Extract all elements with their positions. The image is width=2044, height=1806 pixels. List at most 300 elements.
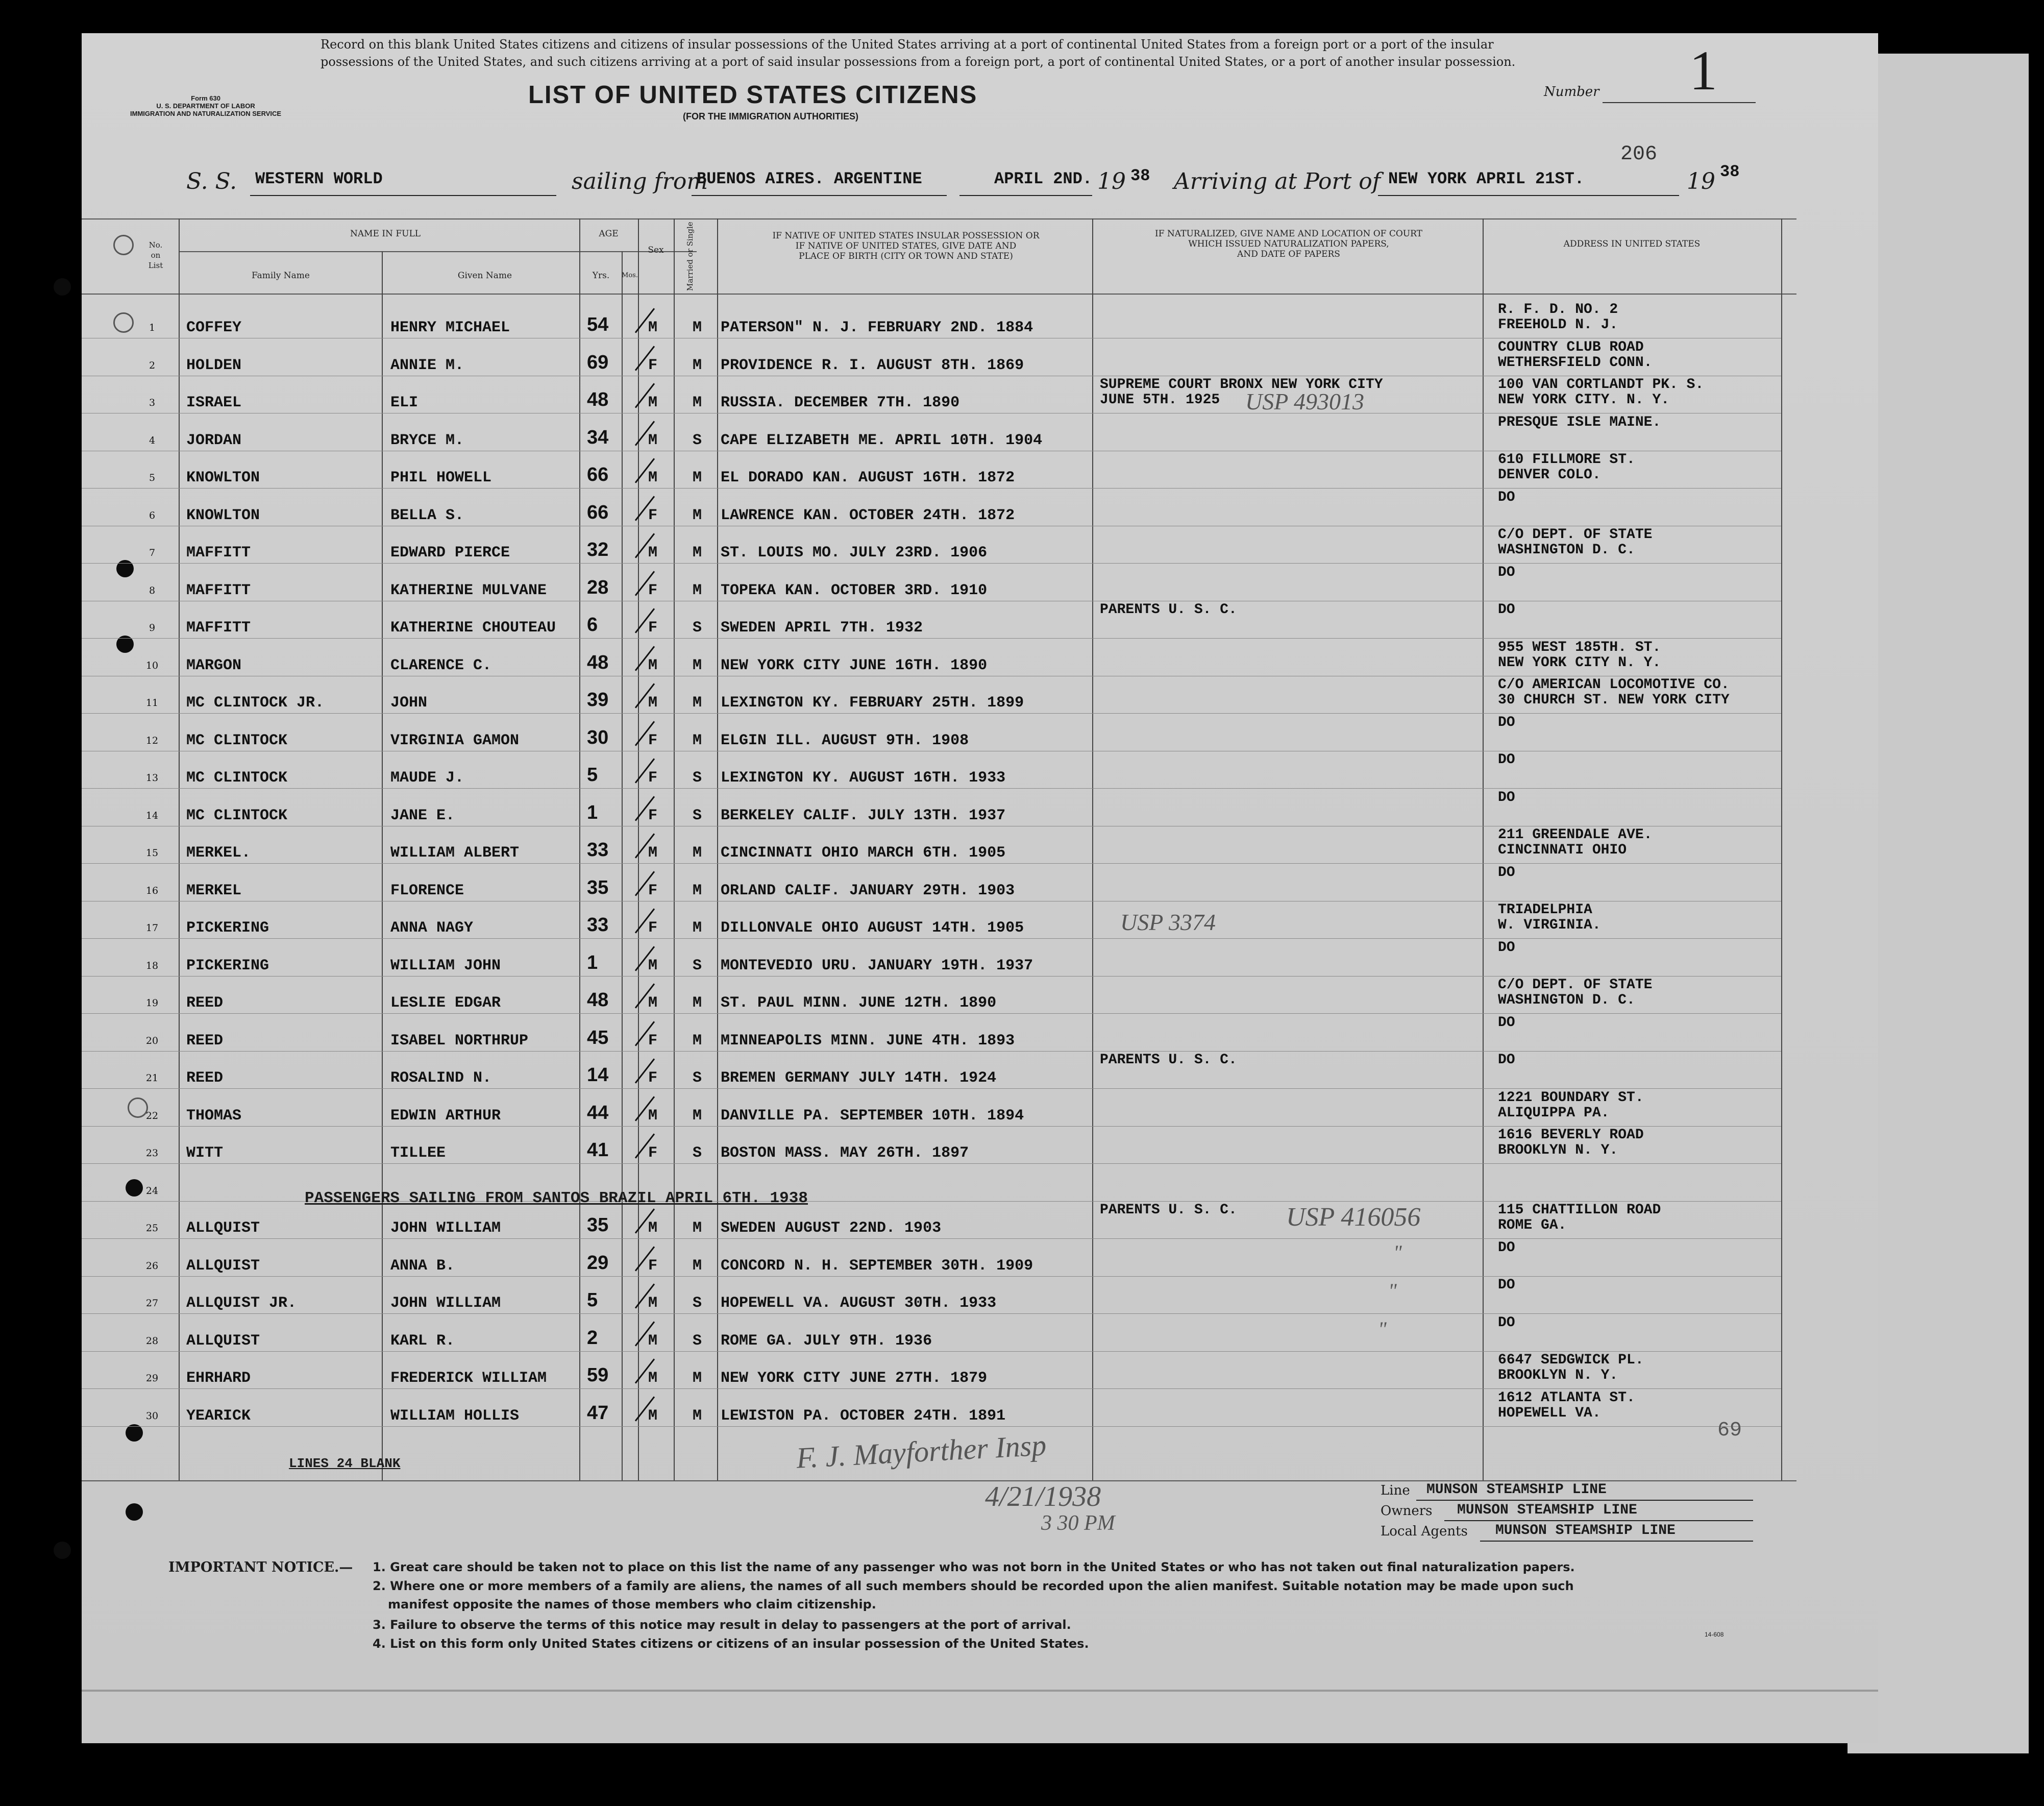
cell-given: JOHN	[390, 694, 428, 712]
cell-sex: F	[648, 769, 658, 787]
passenger-row	[0, 451, 2044, 489]
cell-family: MAFFITT	[186, 544, 251, 562]
cell-age: 44	[587, 1102, 609, 1124]
cell-age: 5	[587, 764, 598, 786]
cell-age: 45	[587, 1027, 609, 1048]
passenger-row	[0, 1277, 2044, 1314]
cell-birth: ELGIN ILL. AUGUST 9TH. 1908	[721, 731, 969, 749]
cell-age: 5	[587, 1289, 598, 1311]
port-from-underline	[692, 195, 947, 196]
cell-addr: 1616 BEVERLY ROAD BROOKLYN N. Y.	[1498, 1127, 1644, 1158]
cell-no: 9	[149, 622, 156, 633]
cell-sex: M	[648, 1407, 658, 1425]
cell-family: KNOWLTON	[186, 506, 260, 524]
passenger-row	[0, 1314, 2044, 1352]
cell-given: JOHN WILLIAM	[390, 1295, 501, 1312]
passenger-row	[0, 714, 2044, 752]
cell-family: REED	[186, 1032, 224, 1050]
cell-family: PICKERING	[186, 919, 269, 937]
cell-family: ALLQUIST	[186, 1257, 260, 1275]
form-code: 14-608	[1705, 1631, 1724, 1638]
cell-no: 13	[145, 772, 159, 784]
page-subtitle: (FOR THE IMMIGRATION AUTHORITIES)	[683, 111, 858, 121]
cell-no: 7	[149, 547, 156, 558]
cell-age: 34	[587, 426, 609, 448]
cell-marital: M	[693, 394, 702, 411]
passenger-row	[0, 301, 2044, 339]
year-prefix: 19	[1097, 168, 1126, 194]
passenger-row	[0, 1052, 2044, 1089]
age-sub-rule	[579, 251, 638, 252]
cell-addr: COUNTRY CLUB ROAD WETHERSFIELD CONN.	[1498, 339, 1653, 371]
line-value: MUNSON STEAMSHIP LINE	[1426, 1482, 1607, 1498]
cell-given: KARL R.	[390, 1332, 455, 1350]
cell-no: 18	[145, 960, 159, 971]
cell-family: PICKERING	[186, 957, 269, 974]
table-top-rule	[82, 218, 1796, 219]
cell-family: WITT	[186, 1144, 224, 1162]
cell-addr: C/O DEPT. OF STATE WASHINGTON D. C.	[1498, 977, 1653, 1008]
cell-no: 26	[145, 1260, 159, 1272]
cell-given: EDWIN ARTHUR	[390, 1107, 501, 1125]
form-id: Form 630 U. S. DEPARTMENT OF LABOR IMMIGRATION AND NATURALIZATION SERVICE	[130, 94, 282, 117]
cell-birth: DANVILLE PA. SEPTEMBER 10TH. 1894	[721, 1107, 1024, 1125]
agents-label: Local Agents	[1381, 1524, 1468, 1539]
passenger-row	[0, 339, 2044, 377]
ss-label: S. S.	[186, 168, 237, 194]
cell-age: 69	[587, 351, 609, 373]
cell-nat: PARENTS U. S. C.	[1100, 602, 1237, 618]
cell-age: 48	[587, 651, 609, 673]
ship-underline	[250, 195, 556, 196]
col-family-header: Family Name	[252, 271, 310, 281]
col-given-header: Given Name	[457, 271, 512, 281]
cell-addr: DO	[1498, 1277, 1515, 1293]
cell-marital: S	[693, 1144, 702, 1162]
cell-addr: DO	[1498, 1239, 1515, 1256]
passenger-row	[0, 376, 2044, 414]
notice-item: 2. Where one or more members of a family are aliens, the names of all such members should be recorded upon the alien manifest. Suitable notation may be made upon such	[373, 1579, 1574, 1593]
cell-given: FREDERICK WILLIAM	[390, 1370, 547, 1387]
passenger-row	[0, 939, 2044, 977]
cell-sex: F	[648, 619, 658, 637]
owners-underline	[1444, 1520, 1753, 1521]
cell-family: ALLQUIST	[186, 1219, 260, 1237]
cell-birth: MONTEVEDIO URU. JANUARY 19TH. 1937	[721, 957, 1033, 974]
cell-birth: HOPEWELL VA. AUGUST 30TH. 1933	[721, 1295, 997, 1312]
cell-age: 29	[587, 1252, 609, 1274]
cell-family: MERKEL	[186, 882, 242, 899]
cell-no: 27	[145, 1298, 159, 1309]
cell-given: ELI	[390, 394, 418, 411]
cell-given: KATHERINE CHOUTEAU	[390, 619, 556, 637]
passenger-row	[0, 789, 2044, 827]
cell-addr: DO	[1498, 752, 1515, 768]
cell-sex: M	[648, 694, 658, 712]
cell-marital: M	[693, 919, 702, 937]
cell-addr: DO	[1498, 564, 1515, 580]
cell-age: 39	[587, 689, 609, 711]
owners-value: MUNSON STEAMSHIP LINE	[1457, 1502, 1637, 1518]
cell-sex: F	[648, 882, 658, 899]
col-birth-header: IF NATIVE OF UNITED STATES INSULAR POSSESSION OR IF NATIVE OF UNITED STATES, GIVE DATE AND PLACE OF BIRTH (CITY OR TOWN AND STATE)	[772, 231, 1040, 261]
cell-no: 15	[145, 847, 159, 859]
cell-birth: NEW YORK CITY JUNE 16TH. 1890	[721, 656, 988, 674]
cell-addr: DO	[1498, 1052, 1515, 1068]
cell-family: MC CLINTOCK JR.	[186, 694, 325, 712]
ship-name: WESTERN WORLD	[255, 169, 383, 188]
cell-birth: RUSSIA. DECEMBER 7TH. 1890	[721, 394, 960, 411]
cell-addr: R. F. D. NO. 2 FREEHOLD N. J.	[1498, 302, 1618, 333]
cell-no: 6	[149, 509, 156, 521]
cell-addr: 1612 ATLANTA ST. HOPEWELL VA.	[1498, 1389, 1635, 1421]
cell-addr: DO	[1498, 939, 1515, 956]
passenger-row	[0, 1014, 2044, 1052]
lines-blank-note: LINES 24 BLANK	[289, 1456, 401, 1471]
cell-age: 66	[587, 501, 609, 523]
cell-no: 11	[145, 697, 159, 709]
cell-birth: PATERSON" N. J. FEBRUARY 2ND. 1884	[721, 319, 1033, 336]
important-notice-heading: IMPORTANT NOTICE.—	[168, 1559, 353, 1575]
cell-addr: DO	[1498, 1014, 1515, 1031]
cell-sex: F	[648, 581, 658, 599]
cell-no: 23	[145, 1148, 159, 1159]
cell-age: 41	[587, 1139, 609, 1161]
cell-addr: 1221 BOUNDARY ST. ALIQUIPPA PA.	[1498, 1089, 1644, 1121]
cell-marital: S	[693, 431, 702, 449]
cell-family: MC CLINTOCK	[186, 807, 288, 824]
cell-sex: M	[648, 544, 658, 562]
col-mos-header: Mos.	[622, 272, 638, 279]
hand-cert-row-3: USP 493013	[1245, 388, 1364, 414]
cell-marital: M	[693, 1219, 702, 1237]
cell-marital: M	[693, 1370, 702, 1387]
cell-given: WILLIAM JOHN	[390, 957, 501, 974]
cell-birth: SWEDEN AUGUST 22ND. 1903	[721, 1219, 942, 1237]
top-notice: Record on this blank United States citizens and citizens of insular possessions of the United States arriving at a port of continental United States from a foreign port or a port of the insular possessions of the United States, and such citizens arriving at a port of said insular possessions from a foreign port, a port of continental United States, or a port of another insular possession.	[321, 37, 1516, 69]
cell-family: YEARICK	[186, 1407, 251, 1425]
cell-given: PHIL HOWELL	[390, 469, 492, 486]
cell-addr: DO	[1498, 864, 1515, 881]
cell-family: HOLDEN	[186, 356, 242, 374]
count-mark: 69	[1717, 1419, 1742, 1442]
port-to: NEW YORK APRIL 21ST.	[1388, 169, 1585, 188]
cell-sex: M	[648, 957, 658, 974]
passenger-row	[0, 601, 2044, 639]
ditto-mark: "	[1393, 1241, 1402, 1264]
cell-marital: S	[693, 769, 702, 787]
cell-sex: M	[648, 1107, 658, 1125]
cell-marital: M	[693, 694, 702, 712]
cell-birth: MINNEAPOLIS MINN. JUNE 4TH. 1893	[721, 1032, 1015, 1050]
cell-given: ANNIE M.	[390, 356, 464, 374]
col-age-header: AGE	[599, 229, 619, 239]
port-to-underline	[1378, 195, 1679, 196]
hand-cert-row-25: USP 416056	[1286, 1203, 1421, 1232]
cell-birth: LEWISTON PA. OCTOBER 24TH. 1891	[721, 1407, 1006, 1425]
ditto-mark: "	[1388, 1279, 1397, 1302]
passenger-row	[0, 1089, 2044, 1127]
cell-family: MC CLINTOCK	[186, 731, 288, 749]
cell-no: 8	[149, 584, 156, 596]
cell-age: 35	[587, 1214, 609, 1236]
cell-sex: M	[648, 1219, 658, 1237]
cell-sex: M	[648, 656, 658, 674]
cell-marital: S	[693, 807, 702, 824]
passenger-row	[0, 1202, 2044, 1239]
cell-marital: M	[693, 581, 702, 599]
cell-no: 3	[149, 397, 156, 408]
date-from: APRIL 2ND.	[994, 169, 1093, 188]
cell-birth: BERKELEY CALIF. JULY 13TH. 1937	[721, 807, 1006, 824]
col-no-header: No. on List	[148, 240, 163, 270]
cell-age: 1	[587, 801, 598, 823]
agents-value: MUNSON STEAMSHIP LINE	[1495, 1523, 1676, 1539]
cell-birth: EL DORADO KAN. AUGUST 16TH. 1872	[721, 469, 1015, 486]
cell-no: 24	[145, 1185, 159, 1197]
cell-age: 14	[587, 1064, 609, 1086]
col-address-header: ADDRESS IN UNITED STATES	[1563, 239, 1701, 249]
cell-birth: CINCINNATI OHIO MARCH 6TH. 1905	[721, 844, 1006, 862]
cell-sex: M	[648, 469, 658, 486]
cell-addr: 115 CHATTILLON ROAD ROME GA.	[1498, 1202, 1661, 1233]
cell-sex: F	[648, 506, 658, 524]
cell-no: 22	[145, 1110, 159, 1121]
cell-nat: SUPREME COURT BRONX NEW YORK CITY JUNE 5TH. 1925	[1100, 377, 1383, 408]
cell-birth: CONCORD N. H. SEPTEMBER 30TH. 1909	[721, 1257, 1033, 1275]
cell-addr: 211 GREENDALE AVE. CINCINNATI OHIO	[1498, 827, 1653, 858]
cell-no: 1	[149, 322, 156, 333]
cell-given: JANE E.	[390, 807, 455, 824]
cell-age: 33	[587, 839, 609, 861]
date-from-underline	[959, 195, 1092, 196]
cell-birth: ORLAND CALIF. JANUARY 29TH. 1903	[721, 882, 1015, 899]
cell-age: 6	[587, 614, 598, 636]
punch-hole	[54, 1542, 71, 1559]
cell-nat: PARENTS U. S. C.	[1100, 1052, 1237, 1068]
cell-no: 28	[145, 1335, 159, 1347]
port-from: BUENOS AIRES. ARGENTINE	[697, 169, 922, 188]
cell-no: 17	[145, 922, 159, 934]
cell-age: 47	[587, 1402, 609, 1424]
cell-birth: PROVIDENCE R. I. AUGUST 8TH. 1869	[721, 356, 1024, 374]
cell-family: MAFFITT	[186, 619, 251, 637]
passenger-row	[0, 639, 2044, 677]
cell-sex: F	[648, 1257, 658, 1275]
arriving-label: Arriving at Port of	[1174, 168, 1381, 194]
passenger-row	[0, 489, 2044, 527]
cell-family: MERKEL.	[186, 844, 251, 862]
notice-item: 3. Failure to observe the terms of this notice may result in delay to passengers at the port of arrival.	[373, 1618, 1071, 1632]
cell-marital: M	[693, 544, 702, 562]
cell-given: ANNA B.	[390, 1257, 455, 1275]
cell-birth: LEXINGTON KY. FEBRUARY 25TH. 1899	[721, 694, 1024, 712]
col-yrs-header: Yrs.	[592, 271, 610, 281]
cell-family: MC CLINTOCK	[186, 769, 288, 787]
cell-marital: M	[693, 844, 702, 862]
number-label: Number	[1544, 84, 1599, 100]
cell-addr: 6647 SEDGWICK PL. BROOKLYN N. Y.	[1498, 1352, 1644, 1383]
cell-given: WILLIAM ALBERT	[390, 844, 520, 862]
cell-birth: BREMEN GERMANY JULY 14TH. 1924	[721, 1069, 997, 1087]
passenger-row	[0, 826, 2044, 864]
cell-age: 48	[587, 989, 609, 1011]
cell-no: 4	[149, 434, 156, 446]
cell-age: 59	[587, 1364, 609, 1386]
page-title: LIST OF UNITED STATES CITIZENS	[528, 81, 978, 109]
cell-family: ALLQUIST	[186, 1332, 260, 1350]
cell-sex: F	[648, 919, 658, 937]
cell-given: MAUDE J.	[390, 769, 464, 787]
cell-addr: TRIADELPHIA W. VIRGINIA.	[1498, 902, 1601, 933]
cell-marital: M	[693, 1407, 702, 1425]
passenger-row	[0, 901, 2044, 939]
cell-addr: C/O AMERICAN LOCOMOTIVE CO. 30 CHURCH ST. NEW YORK CITY	[1498, 677, 1730, 708]
cell-marital: M	[693, 319, 702, 336]
cell-birth: LAWRENCE KAN. OCTOBER 24TH. 1872	[721, 506, 1015, 524]
passenger-row	[0, 977, 2044, 1014]
ditto-mark: "	[1378, 1317, 1387, 1340]
cell-addr: DO	[1498, 1314, 1515, 1331]
cell-no: 30	[145, 1410, 159, 1422]
cell-marital: M	[693, 994, 702, 1012]
cell-birth: BOSTON MASS. MAY 26TH. 1897	[721, 1144, 969, 1162]
passenger-row	[0, 864, 2044, 902]
cell-no: 10	[145, 660, 159, 671]
cell-nat: PARENTS U. S. C.	[1100, 1202, 1237, 1218]
passenger-row	[0, 676, 2044, 714]
section-note: PASSENGERS SAILING FROM SANTOS BRAZIL APRIL 6TH. 1938	[305, 1189, 808, 1207]
cell-marital: S	[693, 1295, 702, 1312]
cell-marital: S	[693, 1332, 702, 1350]
cell-marital: M	[693, 656, 702, 674]
col-sex-header: Sex	[648, 245, 664, 255]
cell-age: 28	[587, 576, 609, 598]
cell-given: TILLEE	[390, 1144, 446, 1162]
cell-given: VIRGINIA GAMON	[390, 731, 520, 749]
cell-family: ALLQUIST JR.	[186, 1295, 297, 1312]
cell-birth: CAPE ELIZABETH ME. APRIL 10TH. 1904	[721, 431, 1043, 449]
agents-underline	[1480, 1541, 1753, 1542]
cell-age: 54	[587, 314, 609, 335]
punch-hole	[126, 1503, 143, 1521]
cell-sex: M	[648, 844, 658, 862]
cell-birth: ROME GA. JULY 9TH. 1936	[721, 1332, 932, 1350]
cell-marital: M	[693, 1032, 702, 1050]
cell-given: FLORENCE	[390, 882, 464, 899]
cell-given: LESLIE EDGAR	[390, 994, 501, 1012]
cell-age: 1	[587, 951, 598, 973]
passenger-row	[0, 414, 2044, 452]
passenger-row	[0, 751, 2044, 789]
passenger-row	[0, 1352, 2044, 1389]
notice-item: 1. Great care should be taken not to place on this list the name of any passenger who was not born in the United States or who has not taken out final naturalization papers.	[373, 1560, 1575, 1574]
cell-birth: DILLONVALE OHIO AUGUST 14TH. 1905	[721, 919, 1024, 937]
cell-no: 20	[145, 1035, 159, 1046]
cell-birth: SWEDEN APRIL 7TH. 1932	[721, 619, 923, 637]
cell-age: 32	[587, 539, 609, 560]
cell-addr: DO	[1498, 602, 1515, 618]
signature-time: 3 30 PM	[1041, 1511, 1115, 1535]
cell-sex: M	[648, 1332, 658, 1350]
cell-no: 19	[145, 997, 159, 1009]
cell-given: WILLIAM HOLLIS	[390, 1407, 520, 1425]
cell-marital: S	[693, 1069, 702, 1087]
cell-sex: F	[648, 356, 658, 374]
sailing-label: sailing from	[572, 168, 708, 194]
number-underline	[1603, 102, 1756, 103]
cell-addr: 955 WEST 185TH. ST. NEW YORK CITY N. Y.	[1498, 639, 1661, 671]
cell-marital: S	[693, 957, 702, 974]
cell-addr: DO	[1498, 489, 1515, 505]
cell-sex: M	[648, 1370, 658, 1387]
cell-family: MARGON	[186, 656, 242, 674]
col-name-header: NAME IN FULL	[350, 229, 421, 239]
table-bottom-rule	[82, 1480, 1796, 1481]
cell-age: 30	[587, 726, 609, 748]
cell-sex: M	[648, 1295, 658, 1312]
cell-addr: DO	[1498, 789, 1515, 806]
cell-birth: LEXINGTON KY. AUGUST 16TH. 1933	[721, 769, 1006, 787]
cell-age: 33	[587, 914, 609, 936]
cell-given: JOHN WILLIAM	[390, 1219, 501, 1237]
cell-no: 2	[149, 359, 156, 371]
cell-no: 12	[145, 735, 159, 746]
cell-sex: F	[648, 1032, 658, 1050]
col-nat-header: IF NATURALIZED, GIVE NAME AND LOCATION OF COURT WHICH ISSUED NATURALIZATION PAPERS, AND DATE OF PAPERS	[1155, 229, 1422, 259]
cell-given: ROSALIND N.	[390, 1069, 492, 1087]
passenger-row	[0, 564, 2044, 602]
col-marital-header: Married or Single	[685, 222, 695, 291]
cell-marital: M	[693, 469, 702, 486]
cell-addr: PRESQUE ISLE MAINE.	[1498, 414, 1661, 430]
cell-marital: M	[693, 506, 702, 524]
cell-marital: S	[693, 619, 702, 637]
passenger-row	[0, 1239, 2044, 1277]
hand-cert-row-17: USP 3374	[1120, 909, 1216, 935]
header-bottom-rule	[82, 294, 1796, 295]
cell-family: REED	[186, 1069, 224, 1087]
cell-addr: C/O DEPT. OF STATE WASHINGTON D. C.	[1498, 527, 1653, 558]
notice-item: 4. List on this form only United States citizens or citizens of an insular possession of the United States.	[373, 1637, 1089, 1651]
cell-marital: M	[693, 882, 702, 899]
cell-addr: DO	[1498, 714, 1515, 730]
punch-hole	[54, 278, 71, 296]
line-underline	[1416, 1500, 1753, 1501]
cell-no: 29	[145, 1373, 159, 1384]
year-to-prefix: 19	[1687, 168, 1715, 194]
cell-no: 25	[145, 1223, 159, 1234]
passenger-row	[0, 1127, 2044, 1164]
cell-given: BELLA S.	[390, 506, 464, 524]
cell-sex: M	[648, 994, 658, 1012]
cell-family: KNOWLTON	[186, 469, 260, 486]
cell-birth: ST. PAUL MINN. JUNE 12TH. 1890	[721, 994, 997, 1012]
year-to: 38	[1720, 162, 1740, 181]
cell-sex: F	[648, 807, 658, 824]
cell-marital: M	[693, 731, 702, 749]
cell-birth: ST. LOUIS MO. JULY 23RD. 1906	[721, 544, 988, 562]
cell-sex: M	[648, 431, 658, 449]
cell-given: KATHERINE MULVANE	[390, 581, 547, 599]
cell-marital: M	[693, 1107, 702, 1125]
cell-family: COFFEY	[186, 319, 242, 336]
page-number: 206	[1620, 143, 1658, 166]
cell-given: ANNA NAGY	[390, 919, 474, 937]
cell-given: ISABEL NORTHRUP	[390, 1032, 529, 1050]
cell-family: JORDAN	[186, 431, 242, 449]
cell-marital: M	[693, 356, 702, 374]
